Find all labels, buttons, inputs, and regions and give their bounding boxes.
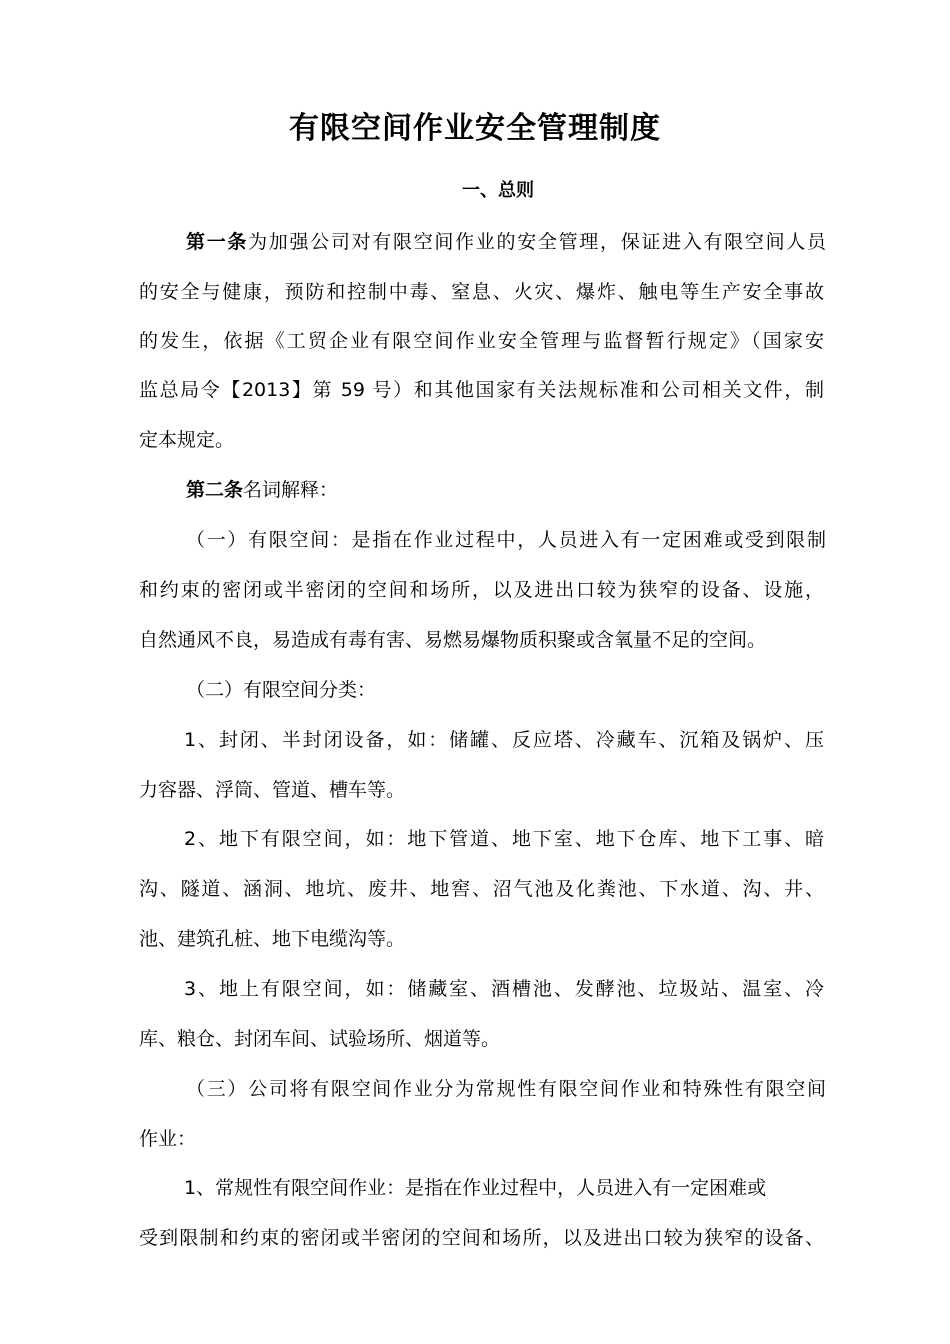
item-2-sub-1-line-1: 1、封闭、半封闭设备，如：储罐、反应塔、冷藏车、沉箱及锅炉、压 (184, 729, 824, 751)
item-2-sub-2-line-2: 沟、隧道、涵洞、地坑、废井、地窖、沼气池及化粪池、下水道、沟、井、 (139, 878, 824, 900)
item-2-sub-1-line-2: 力容器、浮筒、管道、槽车等。 (139, 779, 406, 801)
item-3-sub-1-line-2: 受到限制和约束的密闭或半密闭的空间和场所，以及进出口较为狭窄的设备、 (139, 1227, 824, 1249)
item-1-line-2: 和约束的密闭或半密闭的空间和场所，以及进出口较为狭窄的设备、设施， (139, 579, 824, 601)
item-2-sub-2-line-1: 2、地下有限空间，如：地下管道、地下室、地下仓库、地下工事、暗 (184, 828, 824, 850)
article-1-text: 为加强公司对有限空间作业的安全管理，保证进入有限空间人员 (248, 231, 826, 253)
item-1-line-3: 自然通风不良，易造成有毒有害、易燃易爆物质积聚或含氧量不足的空间。 (139, 629, 767, 651)
item-2-sub-3-line-1: 3、地上有限空间，如：储藏室、酒槽池、发酵池、垃圾站、温室、冷 (184, 978, 824, 1000)
document-title: 有限空间作业安全管理制度 (289, 111, 661, 146)
item-2-sub-3-line-2: 库、粮仓、封闭车间、试验场所、烟道等。 (139, 1028, 501, 1050)
article-1-label: 第一条 (186, 231, 249, 253)
article-1-line-3: 的发生，依据《工贸企业有限空间作业安全管理与监督暂行规定》（国家安 (139, 330, 824, 352)
item-3-line-1: （三）公司将有限空间作业分为常规性有限空间作业和特殊性有限空间 (186, 1078, 826, 1100)
article-1-line-1 (186, 227, 826, 257)
item-3-sub-1-line-1: 1、常规性有限空间作业：是指在作业过程中，人员进入有一定困难或 (184, 1177, 767, 1199)
article-1-line-2: 的安全与健康，预防和控制中毒、窒息、火灾、爆炸、触电等生产安全事故 (139, 281, 824, 303)
item-3-line-2: 作业： (139, 1128, 197, 1150)
item-2-heading: （二）有限空间分类： (186, 679, 377, 701)
article-2-text: 名词解释： (243, 479, 339, 501)
item-1-line-1: （一）有限空间：是指在作业过程中，人员进入有一定困难或受到限制 (186, 529, 826, 551)
article-1-line-5: 定本规定。 (139, 429, 235, 451)
article-2-line-1 (186, 475, 826, 505)
item-2-sub-2-line-3: 池、建筑孔桩、地下电缆沟等。 (139, 928, 406, 950)
article-1-line-4: 监总局令【2013】第 59 号）和其他国家有关法规标准和公司相关文件，制 (139, 379, 824, 401)
section-heading-general: 一、总则 (462, 180, 534, 201)
article-2-label: 第二条 (186, 479, 244, 501)
